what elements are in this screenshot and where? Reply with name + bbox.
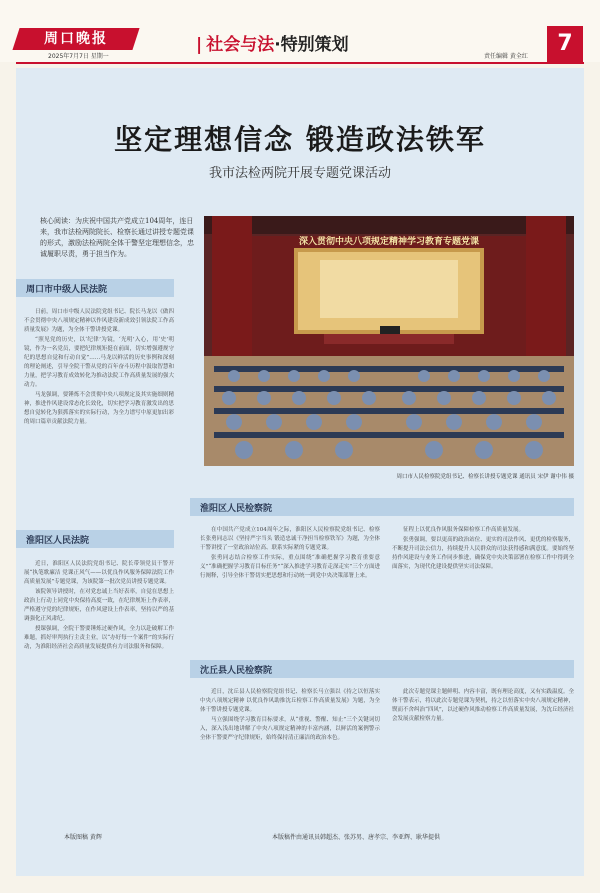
paragraph: 近日，沈丘县人民检察院党组书记、检察长马立强以《持之以恒落实中央八项规定精神 以优良作风助推沈丘检察工作高质量发展》为题，为全体干警讲授专题党课。 xyxy=(200,689,380,713)
paragraph: 日前，周口市中级人民法院党组书记、院长马龙以《做四不会贯彻中央八项规定精神以作风建设新成效引领法院工作高质量发展》为题，为全体干警讲授党课。 xyxy=(24,309,174,333)
paragraph: “照见党的历史，以‘纪律’为镜，‘光明’入心，用‘史’明镜，作为一名党员，要把纪律规矩挺在前面，切实增强遵规守纪的思想自觉和行动自觉”……马龙以鲜活的历史事例和深刻的理论阐述，引导全院干警从党的百年奋斗历程中汲取智慧和力量，把学习教育成效转化为推动法院工作高质量发展的强大动力。 xyxy=(24,337,174,388)
section-heading-huaiyang-procuratorate: 淮阳区人民检察院 xyxy=(190,498,574,516)
section-heading-shenqiu-procuratorate: 沈丘县人民检察院 xyxy=(190,660,574,678)
column-huaiyang-court xyxy=(24,560,174,653)
paragraph: 征程上以优良作风服务保障检察工作高质量发展。 xyxy=(403,527,525,533)
paragraph: 此次专题党课主题鲜明、内容丰富，既有理论高度，又有实践温度。全体干警表示，将以此次专题党课为契机，持之以恒落实中央八项规定精神，锲而不舍纠治“四风”，以过硬作风推动检察工作高质量发展，为沈丘经济社会发展贡献检察力量。 xyxy=(392,689,574,722)
subheadline: 我市法检两院开展专题党课活动 xyxy=(208,166,391,181)
paragraph: 授课强调，全院干警要锤炼过硬作风，全力以赴破解工作难题，抓好审判执行主责主业，以“办好每一个案件”的实际行动，为淮阳经济社会高质量发展提供有力司法服务和保障。 xyxy=(24,626,174,650)
lead-in: 核心阅读：为庆祝中国共产党成立104周年，连日来，我市法检两院院长、检察长通过讲授专题党课的形式，激励法检两院全体干警坚定理想信念，忠诚履职尽责，勇于担当作为。 xyxy=(40,217,194,258)
masthead-logo xyxy=(12,28,139,50)
column-huaiyang-procuratorate-right xyxy=(392,526,574,573)
section-heading-intermediate-court: 周口市中级人民法院 xyxy=(16,279,174,297)
masthead-title: 周口晚报 xyxy=(44,31,108,47)
footer-left-credit: 本版图稿 黄辉 xyxy=(64,834,102,841)
editor-credit: 责任编辑 黄全红 xyxy=(484,53,528,60)
photo-banner: 深入贯彻中央八项规定精神学习教育专题党课 xyxy=(298,237,479,247)
paragraph: 马龙强调，要锤炼不会贯彻中央八项规定及其实施细则精神，推进作风建设常态化长效化，切实把学习教育激发出的思想自觉转化为狠抓落实的实际行动，为全力谱写中原更加出彩的周口篇章贡献法院力量。 xyxy=(24,392,174,425)
section-title-black: 特别策划 xyxy=(280,35,349,55)
column-huaiyang-procuratorate-left xyxy=(200,526,380,582)
section-title: | 社会与法·特别策划 xyxy=(196,35,349,55)
column-shenqiu-procuratorate-left xyxy=(200,688,380,744)
paragraph: 该院领导讲授时，在对党忠诚上当好表率，自觉在思想上政治上行动上同党中央保持高度一致，在纪律规矩上作表率，严格遵守党的纪律规矩，在作风建设上作表率，坚持以严的基调强化正风肃纪。 xyxy=(24,589,174,622)
photo-caption: 周口市人民检察院党组书记、检察长讲授专题党课 通讯员 宋伊 谢中伟 摄 xyxy=(396,474,574,480)
paragraph: 张勇同志结合检察工作实际，重点围绕“准确把握学习教育重要意义”“准确把握学习教育目标任务”“深入推进学习教育走深走实”三个方面进行阐释，引导全体干警切实把思想和行动统一到党中央决策部署上来。 xyxy=(200,555,380,579)
column-shenqiu-procuratorate-right xyxy=(392,688,574,725)
paragraph: 在中国共产党成立104周年之际，淮阳区人民检察院党组书记、检察长张勇同志以《坚持严字当头 锻造忠诚干净担当检察铁军》为题，为全体干警讲授了一堂政治站位高、联系实际紧的专题党课。 xyxy=(200,527,380,551)
dateline: 2025年7月7日 星期一 xyxy=(48,53,109,60)
page-header xyxy=(0,0,600,62)
meeting-hall-illustration xyxy=(204,216,574,466)
paragraph: 马立强围绕学习教育目标要求，从“重视、警醒、知止”三个关键词切入，深入浅出地讲解了中央八项规定精神的丰富内涵，以鲜活的案例警示全体干警要严守纪律规矩，始终保持清正廉洁的政治本色。 xyxy=(200,717,380,741)
column-intermediate-court xyxy=(24,308,174,428)
paragraph: 近日，淮阳区人民法院党组书记、院长带领党员干警开展“执笔歌廉洁 党课正风气——以优良作风服务保障法院工作高质量发展”专题党课，为该院第一批次党员讲授专题党课。 xyxy=(24,561,174,585)
header-rule xyxy=(16,62,584,64)
paragraph: 张勇强调，要以更高的政治站位、更实的司法作风、更优的检察服务，不断提升司法公信力，持续提升人民群众的司法获得感和满意度。要始终坚持作风建设与业务工作同步推进，确保党中央决策部署在检察工作中得到全面落实，为现代化建设提供坚实司法保障。 xyxy=(392,537,574,570)
footer-right-credit: 本版稿件由通讯员韩超杰、张苏男、唐孝宗、李亚辉、耿华提供 xyxy=(272,834,441,841)
headline: 坚定理想信念 锻造政法铁军 xyxy=(114,123,486,156)
page-number: 7 xyxy=(547,26,583,62)
section-title-red: 社会与法 xyxy=(206,35,275,55)
news-photo xyxy=(204,216,574,466)
section-title-dot: · xyxy=(274,35,281,55)
section-heading-huaiyang-court: 淮阳区人民法院 xyxy=(16,530,174,548)
